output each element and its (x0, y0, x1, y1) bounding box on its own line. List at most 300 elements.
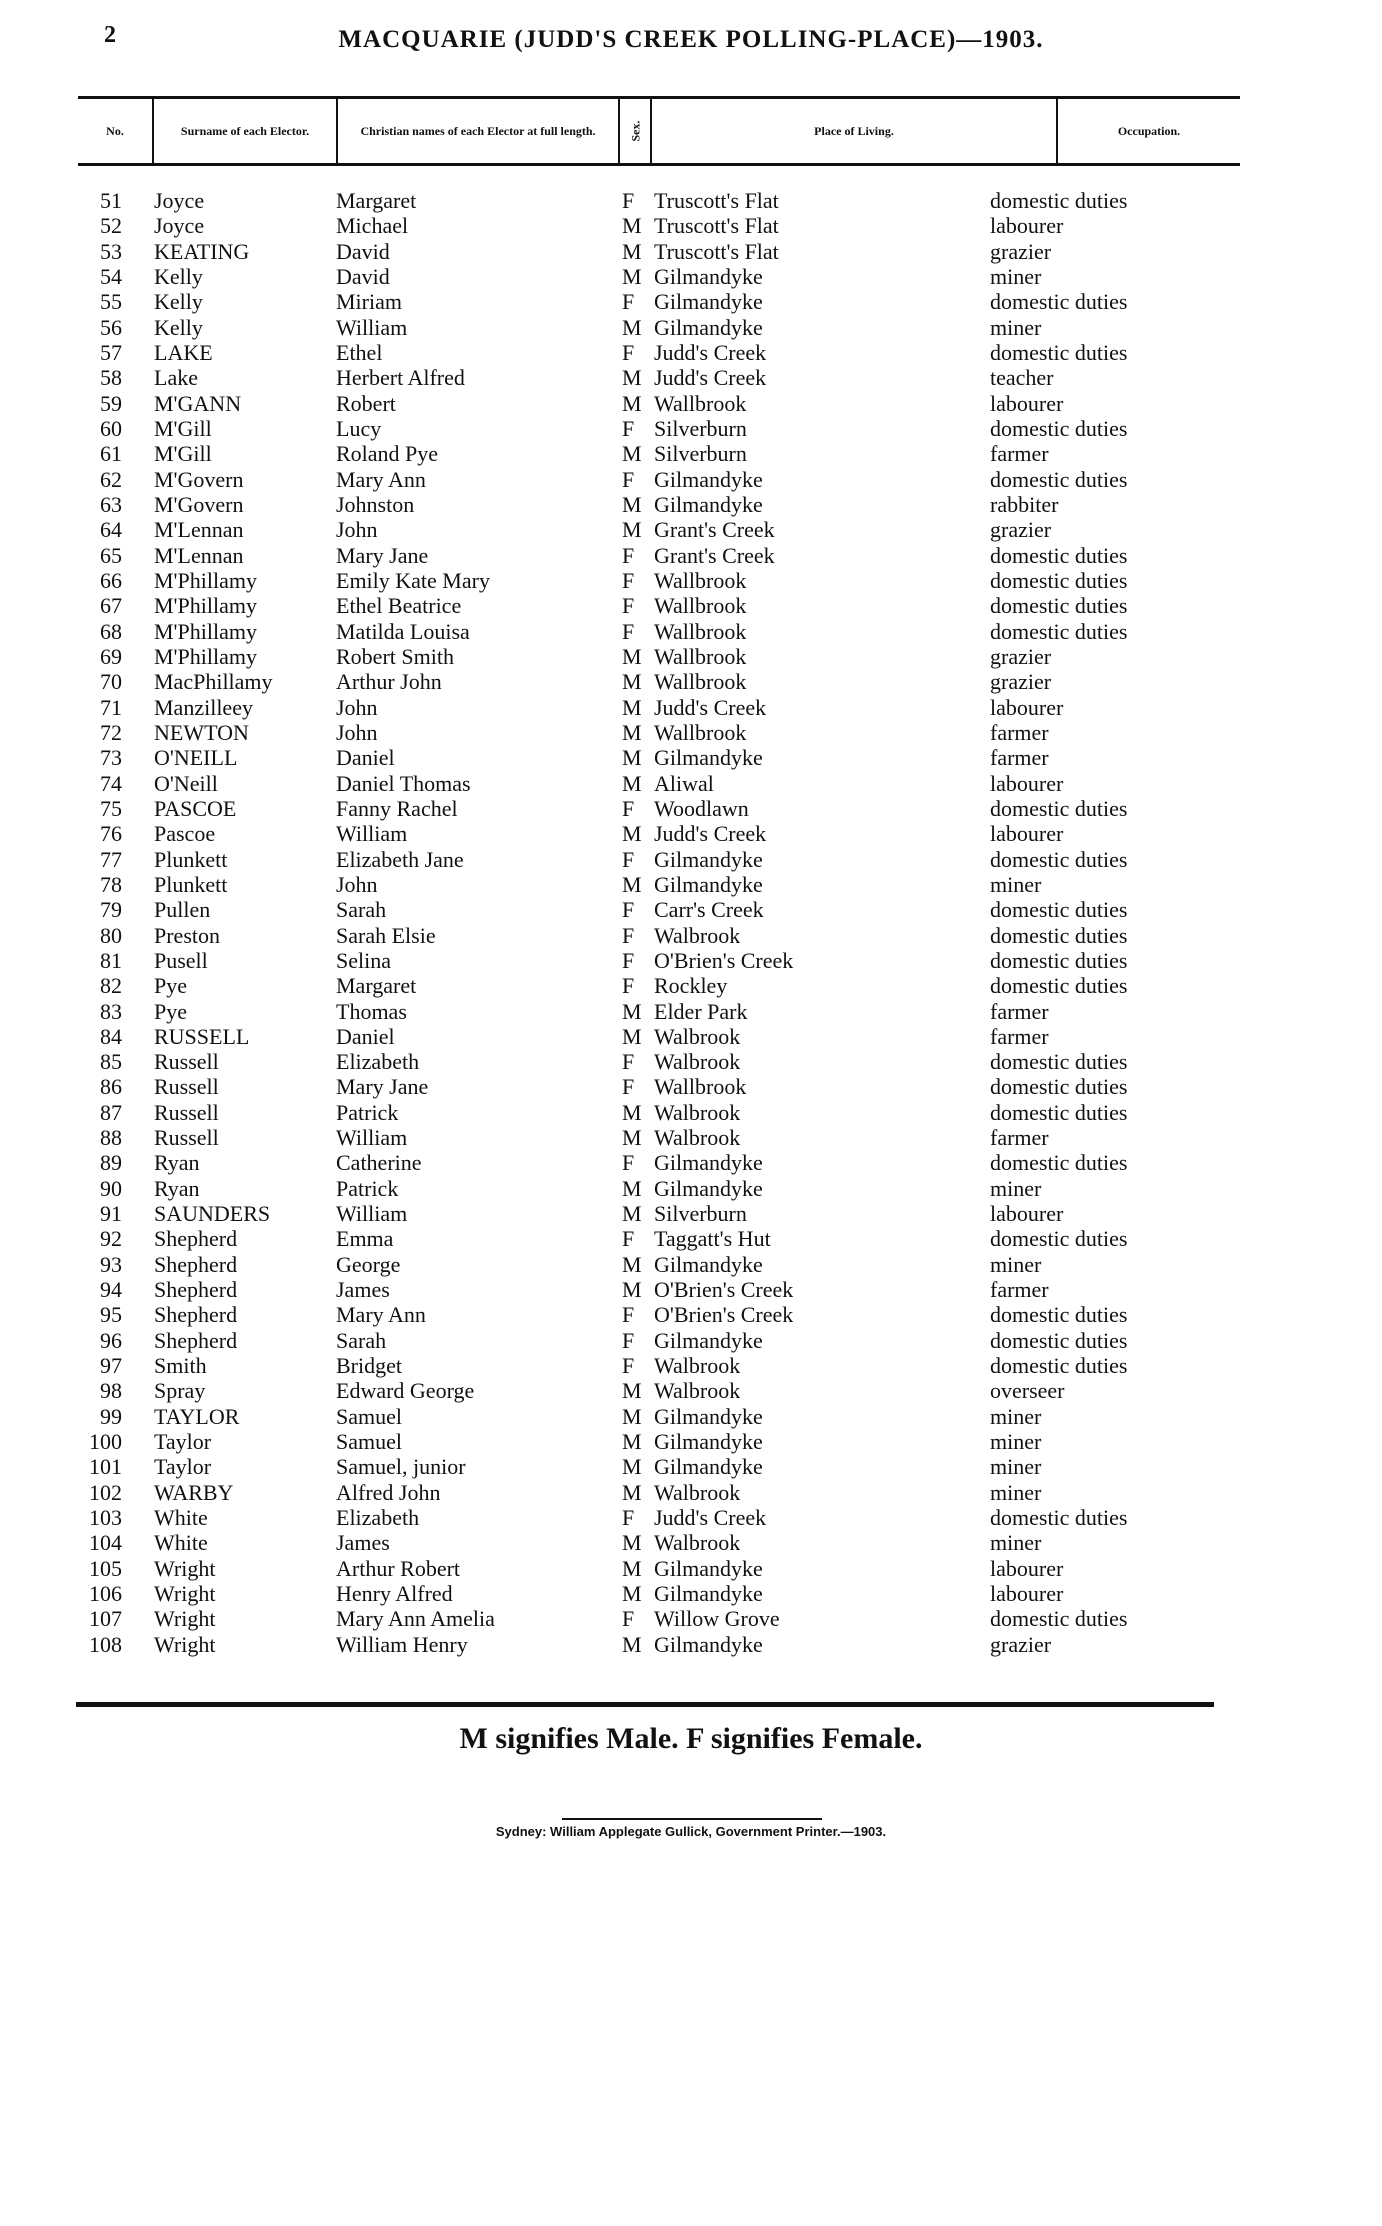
elector-christian-names: John (336, 719, 378, 745)
elector-christian-names: Mary Ann (336, 1302, 426, 1328)
elector-occupation: domestic duties (990, 795, 1128, 821)
elector-surname: O'NEILL (154, 745, 238, 771)
elector-place: Gilmandyke (654, 871, 763, 897)
elector-surname: Kelly (154, 263, 203, 289)
elector-sex: M (622, 491, 642, 517)
elector-place: O'Brien's Creek (654, 947, 794, 973)
table-row (0, 771, 1382, 796)
elector-occupation: grazier (990, 1631, 1052, 1657)
elector-surname: MacPhillamy (154, 669, 273, 695)
elector-surname: TAYLOR (154, 1403, 240, 1429)
table-row (0, 213, 1382, 238)
elector-sex: M (622, 390, 642, 416)
elector-christian-names: Herbert Alfred (336, 365, 465, 391)
elector-occupation: grazier (990, 643, 1052, 669)
elector-christian-names: Elizabeth Jane (336, 846, 464, 872)
elector-occupation: miner (990, 871, 1042, 897)
elector-occupation: labourer (990, 213, 1064, 239)
table-row (0, 644, 1382, 669)
elector-number: 68 (100, 618, 122, 644)
elector-list (0, 188, 1382, 1657)
elector-number: 97 (100, 1353, 122, 1379)
elector-surname: PASCOE (154, 795, 237, 821)
elector-number: 58 (100, 365, 122, 391)
elector-surname: Smith (154, 1353, 207, 1379)
table-row (0, 1150, 1382, 1175)
elector-number: 90 (100, 1175, 122, 1201)
elector-christian-names: William (336, 1201, 408, 1227)
elector-place: Judd's Creek (654, 339, 767, 365)
elector-place: Gilmandyke (654, 1327, 763, 1353)
elector-place: Wallbrook (654, 1074, 747, 1100)
elector-place: Truscott's Flat (654, 188, 779, 213)
elector-number: 71 (100, 694, 122, 720)
elector-sex: F (622, 846, 635, 872)
elector-surname: M'Phillamy (154, 618, 257, 644)
elector-surname: Wright (154, 1606, 216, 1632)
elector-sex: M (622, 1530, 642, 1556)
elector-occupation: domestic duties (990, 618, 1128, 644)
elector-christian-names: Fanny Rachel (336, 795, 458, 821)
elector-place: Grant's Creek (654, 517, 775, 543)
elector-christian-names: Samuel (336, 1429, 402, 1455)
elector-number: 100 (89, 1429, 122, 1455)
elector-christian-names: David (336, 238, 390, 264)
elector-sex: M (622, 314, 642, 340)
elector-christian-names: Patrick (336, 1099, 399, 1125)
elector-number: 75 (100, 795, 122, 821)
elector-surname: Shepherd (154, 1302, 238, 1328)
elector-place: Truscott's Flat (654, 213, 779, 239)
elector-sex: F (622, 1049, 635, 1075)
elector-christian-names: John (336, 517, 378, 543)
elector-place: O'Brien's Creek (654, 1277, 794, 1303)
elector-occupation: domestic duties (990, 289, 1128, 315)
elector-sex: M (622, 998, 642, 1024)
table-row (0, 999, 1382, 1024)
elector-occupation: labourer (990, 1555, 1064, 1581)
elector-sex: F (622, 897, 635, 923)
elector-sex: F (622, 922, 635, 948)
elector-number: 82 (100, 973, 122, 999)
elector-christian-names: Selina (336, 947, 391, 973)
elector-occupation: domestic duties (990, 1049, 1128, 1075)
elector-number: 101 (89, 1454, 122, 1480)
elector-surname: SAUNDERS (154, 1201, 271, 1227)
elector-occupation: labourer (990, 694, 1064, 720)
elector-number: 79 (100, 897, 122, 923)
elector-surname: Pascoe (154, 821, 216, 847)
elector-occupation: farmer (990, 1023, 1049, 1049)
elector-number: 104 (89, 1530, 122, 1556)
elector-surname: White (154, 1530, 208, 1556)
elector-number: 108 (89, 1631, 122, 1657)
elector-surname: Shepherd (154, 1226, 238, 1252)
table-row (0, 1226, 1382, 1251)
table-row (0, 619, 1382, 644)
printer-rule (562, 1818, 822, 1820)
table-row (0, 720, 1382, 745)
table-row (0, 467, 1382, 492)
elector-place: Gilmandyke (654, 1581, 763, 1607)
table-row (0, 745, 1382, 770)
table-row (0, 391, 1382, 416)
elector-surname: Joyce (154, 213, 205, 239)
elector-surname: M'Gill (154, 415, 212, 441)
table-row (0, 669, 1382, 694)
elector-surname: NEWTON (154, 719, 249, 745)
table-row (0, 1530, 1382, 1555)
elector-number: 84 (100, 1023, 122, 1049)
elector-surname: Pullen (154, 897, 211, 923)
elector-surname: Shepherd (154, 1327, 238, 1353)
elector-surname: Taylor (154, 1429, 212, 1455)
table-row (0, 1480, 1382, 1505)
elector-place: Truscott's Flat (654, 238, 779, 264)
elector-occupation: miner (990, 1530, 1042, 1556)
elector-surname: M'Gill (154, 441, 212, 467)
table-row (0, 543, 1382, 568)
table-row (0, 1176, 1382, 1201)
elector-surname: O'Neill (154, 770, 218, 796)
elector-place: Wallbrook (654, 643, 747, 669)
elector-surname: Pye (154, 973, 187, 999)
elector-place: Gilmandyke (654, 1631, 763, 1657)
elector-occupation: miner (990, 1454, 1042, 1480)
elector-sex: M (622, 238, 642, 264)
elector-place: Gilmandyke (654, 1175, 763, 1201)
table-row (0, 695, 1382, 720)
elector-sex: F (622, 542, 635, 568)
table-row (0, 1454, 1382, 1479)
elector-surname: Plunkett (154, 871, 228, 897)
elector-place: Walbrook (654, 1023, 741, 1049)
elector-occupation: labourer (990, 1201, 1064, 1227)
elector-sex: F (622, 188, 635, 213)
table-row (0, 315, 1382, 340)
elector-number: 107 (89, 1606, 122, 1632)
table-row (0, 948, 1382, 973)
table-row (0, 1201, 1382, 1226)
elector-sex: M (622, 1099, 642, 1125)
elector-sex: F (622, 339, 635, 365)
elector-sex: M (622, 1403, 642, 1429)
elector-number: 62 (100, 466, 122, 492)
elector-christian-names: Mary Jane (336, 1074, 429, 1100)
elector-christian-names: Margaret (336, 188, 417, 213)
elector-occupation: domestic duties (990, 466, 1128, 492)
elector-sex: M (622, 643, 642, 669)
elector-sex: F (622, 1353, 635, 1379)
footer-rule (76, 1702, 1214, 1707)
elector-christian-names: Emily Kate Mary (336, 567, 490, 593)
elector-place: Gilmandyke (654, 314, 763, 340)
elector-christian-names: Robert (336, 390, 396, 416)
elector-surname: Shepherd (154, 1277, 238, 1303)
elector-surname: M'Phillamy (154, 593, 257, 619)
table-row (0, 1125, 1382, 1150)
elector-occupation: domestic duties (990, 1327, 1128, 1353)
elector-number: 73 (100, 745, 122, 771)
elector-christian-names: Daniel Thomas (336, 770, 471, 796)
elector-place: Wallbrook (654, 567, 747, 593)
table-row (0, 1581, 1382, 1606)
elector-occupation: miner (990, 314, 1042, 340)
table-row (0, 1505, 1382, 1530)
elector-place: Walbrook (654, 1353, 741, 1379)
elector-sex: M (622, 745, 642, 771)
elector-place: Judd's Creek (654, 365, 767, 391)
elector-sex: F (622, 567, 635, 593)
elector-place: Wallbrook (654, 618, 747, 644)
elector-christian-names: Michael (336, 213, 409, 239)
elector-sex: M (622, 1479, 642, 1505)
elector-surname: KEATING (154, 238, 250, 264)
elector-occupation: farmer (990, 441, 1049, 467)
elector-place: Wallbrook (654, 390, 747, 416)
elector-occupation: grazier (990, 238, 1052, 264)
table-row (0, 365, 1382, 390)
elector-surname: M'Lennan (154, 542, 244, 568)
elector-surname: Plunkett (154, 846, 228, 872)
elector-surname: M'Govern (154, 466, 244, 492)
table-row (0, 1606, 1382, 1631)
elector-christian-names: William (336, 314, 408, 340)
elector-place: Aliwal (654, 770, 714, 796)
elector-occupation: domestic duties (990, 339, 1128, 365)
table-row (0, 1277, 1382, 1302)
elector-christian-names: Bridget (336, 1353, 402, 1379)
elector-occupation: miner (990, 1429, 1042, 1455)
elector-number: 99 (100, 1403, 122, 1429)
elector-number: 88 (100, 1125, 122, 1151)
elector-surname: Wright (154, 1631, 216, 1657)
elector-sex: M (622, 1023, 642, 1049)
elector-christian-names: William (336, 821, 408, 847)
elector-christian-names: Alfred John (336, 1479, 441, 1505)
table-row (0, 1353, 1382, 1378)
elector-place: Silverburn (654, 1201, 747, 1227)
elector-place: Gilmandyke (654, 846, 763, 872)
elector-occupation: labourer (990, 1581, 1064, 1607)
elector-sex: M (622, 1631, 642, 1657)
elector-place: Walbrook (654, 1125, 741, 1151)
elector-place: Gilmandyke (654, 1454, 763, 1480)
table-header (78, 96, 1240, 166)
elector-number: 67 (100, 593, 122, 619)
elector-place: Gilmandyke (654, 1429, 763, 1455)
elector-christian-names: William Henry (336, 1631, 468, 1657)
elector-occupation: domestic duties (990, 542, 1128, 568)
elector-occupation: labourer (990, 770, 1064, 796)
elector-place: Wallbrook (654, 593, 747, 619)
elector-number: 72 (100, 719, 122, 745)
table-row (0, 1404, 1382, 1429)
table-row (0, 593, 1382, 618)
table-row (0, 239, 1382, 264)
elector-occupation: domestic duties (990, 1353, 1128, 1379)
table-row (0, 492, 1382, 517)
elector-surname: Joyce (154, 188, 205, 213)
elector-number: 93 (100, 1251, 122, 1277)
elector-place: Walbrook (654, 922, 741, 948)
elector-sex: M (622, 1175, 642, 1201)
elector-christian-names: Miriam (336, 289, 402, 315)
elector-sex: F (622, 947, 635, 973)
elector-sex: M (622, 517, 642, 543)
elector-number: 52 (100, 213, 122, 239)
elector-christian-names: Patrick (336, 1175, 399, 1201)
elector-christian-names: George (336, 1251, 401, 1277)
elector-surname: M'Phillamy (154, 643, 257, 669)
elector-occupation: teacher (990, 365, 1054, 391)
elector-number: 63 (100, 491, 122, 517)
elector-sex: M (622, 821, 642, 847)
elector-occupation: grazier (990, 669, 1052, 695)
elector-christian-names: John (336, 694, 378, 720)
elector-sex: M (622, 1201, 642, 1227)
elector-number: 92 (100, 1226, 122, 1252)
elector-occupation: domestic duties (990, 415, 1128, 441)
elector-christian-names: Catherine (336, 1150, 422, 1176)
table-row (0, 847, 1382, 872)
elector-number: 78 (100, 871, 122, 897)
elector-place: Silverburn (654, 415, 747, 441)
elector-occupation: domestic duties (990, 593, 1128, 619)
elector-christian-names: Elizabeth (336, 1049, 420, 1075)
header-sex: Sex. (620, 99, 652, 163)
table-row (0, 1049, 1382, 1074)
table-row (0, 416, 1382, 441)
elector-number: 55 (100, 289, 122, 315)
elector-place: Walbrook (654, 1049, 741, 1075)
printer-imprint: Sydney: William Applegate Gullick, Government Printer.—1903. (495, 1824, 887, 1839)
elector-surname: Manzilleey (154, 694, 253, 720)
elector-surname: Kelly (154, 289, 203, 315)
elector-christian-names: Lucy (336, 415, 382, 441)
elector-place: Silverburn (654, 441, 747, 467)
elector-place: Wallbrook (654, 719, 747, 745)
table-row (0, 289, 1382, 314)
table-row (0, 1378, 1382, 1403)
elector-place: Gilmandyke (654, 1555, 763, 1581)
elector-place: Grant's Creek (654, 542, 775, 568)
elector-number: 94 (100, 1277, 122, 1303)
table-row (0, 821, 1382, 846)
header-occupation: Occupation. (1117, 124, 1181, 138)
elector-occupation: domestic duties (990, 1074, 1128, 1100)
elector-occupation: miner (990, 263, 1042, 289)
table-row (0, 1328, 1382, 1353)
elector-surname: Taylor (154, 1454, 212, 1480)
elector-christian-names: Mary Jane (336, 542, 429, 568)
elector-christian-names: Emma (336, 1226, 394, 1252)
elector-place: Judd's Creek (654, 821, 767, 847)
elector-occupation: domestic duties (990, 567, 1128, 593)
elector-sex: M (622, 1429, 642, 1455)
elector-place: Wallbrook (654, 669, 747, 695)
elector-place: Carr's Creek (654, 897, 764, 923)
elector-place: Walbrook (654, 1099, 741, 1125)
elector-christian-names: Mary Ann Amelia (336, 1606, 495, 1632)
elector-christian-names: Matilda Louisa (336, 618, 470, 644)
table-row (0, 568, 1382, 593)
elector-christian-names: Henry Alfred (336, 1581, 453, 1607)
elector-christian-names: Robert Smith (336, 643, 454, 669)
elector-number: 76 (100, 821, 122, 847)
table-row (0, 1302, 1382, 1327)
elector-place: Gilmandyke (654, 263, 763, 289)
elector-place: Gilmandyke (654, 1150, 763, 1176)
table-row (0, 1556, 1382, 1581)
elector-sex: M (622, 694, 642, 720)
elector-christian-names: Daniel (336, 1023, 395, 1049)
elector-surname: Russell (154, 1125, 219, 1151)
elector-place: Judd's Creek (654, 694, 767, 720)
elector-occupation: farmer (990, 1125, 1049, 1151)
elector-number: 98 (100, 1378, 122, 1404)
table-row (0, 897, 1382, 922)
elector-number: 83 (100, 998, 122, 1024)
elector-sex: F (622, 1606, 635, 1632)
elector-sex: F (622, 1505, 635, 1531)
elector-number: 69 (100, 643, 122, 669)
elector-occupation: domestic duties (990, 1505, 1128, 1531)
elector-surname: M'GANN (154, 390, 242, 416)
elector-christian-names: James (336, 1530, 390, 1556)
elector-number: 95 (100, 1302, 122, 1328)
elector-number: 77 (100, 846, 122, 872)
elector-sex: F (622, 415, 635, 441)
elector-surname: M'Phillamy (154, 567, 257, 593)
elector-sex: F (622, 795, 635, 821)
table-row (0, 1024, 1382, 1049)
header-no: No. (78, 99, 154, 163)
elector-surname: Russell (154, 1074, 219, 1100)
elector-place: Walbrook (654, 1479, 741, 1505)
elector-place: Judd's Creek (654, 1505, 767, 1531)
header-surname: Surname of each Elector. (154, 99, 338, 163)
elector-christian-names: Roland Pye (336, 441, 439, 467)
elector-sex: M (622, 1378, 642, 1404)
elector-occupation: domestic duties (990, 188, 1128, 213)
elector-number: 89 (100, 1150, 122, 1176)
elector-place: Gilmandyke (654, 466, 763, 492)
elector-sex: M (622, 719, 642, 745)
elector-christian-names: Sarah (336, 897, 387, 923)
elector-place: Taggatt's Hut (654, 1226, 771, 1252)
table-row (0, 923, 1382, 948)
elector-number: 80 (100, 922, 122, 948)
elector-christian-names: Mary Ann (336, 466, 426, 492)
elector-number: 61 (100, 441, 122, 467)
elector-place: Walbrook (654, 1530, 741, 1556)
elector-place: Willow Grove (654, 1606, 780, 1632)
elector-sex: F (622, 466, 635, 492)
elector-christian-names: Margaret (336, 973, 417, 999)
table-row (0, 973, 1382, 998)
elector-occupation: domestic duties (990, 1150, 1128, 1176)
elector-place: Walbrook (654, 1378, 741, 1404)
elector-number: 74 (100, 770, 122, 796)
elector-occupation: domestic duties (990, 1226, 1128, 1252)
elector-number: 54 (100, 263, 122, 289)
elector-number: 65 (100, 542, 122, 568)
elector-surname: Kelly (154, 314, 203, 340)
table-row (0, 1429, 1382, 1454)
elector-surname: Shepherd (154, 1251, 238, 1277)
elector-number: 70 (100, 669, 122, 695)
